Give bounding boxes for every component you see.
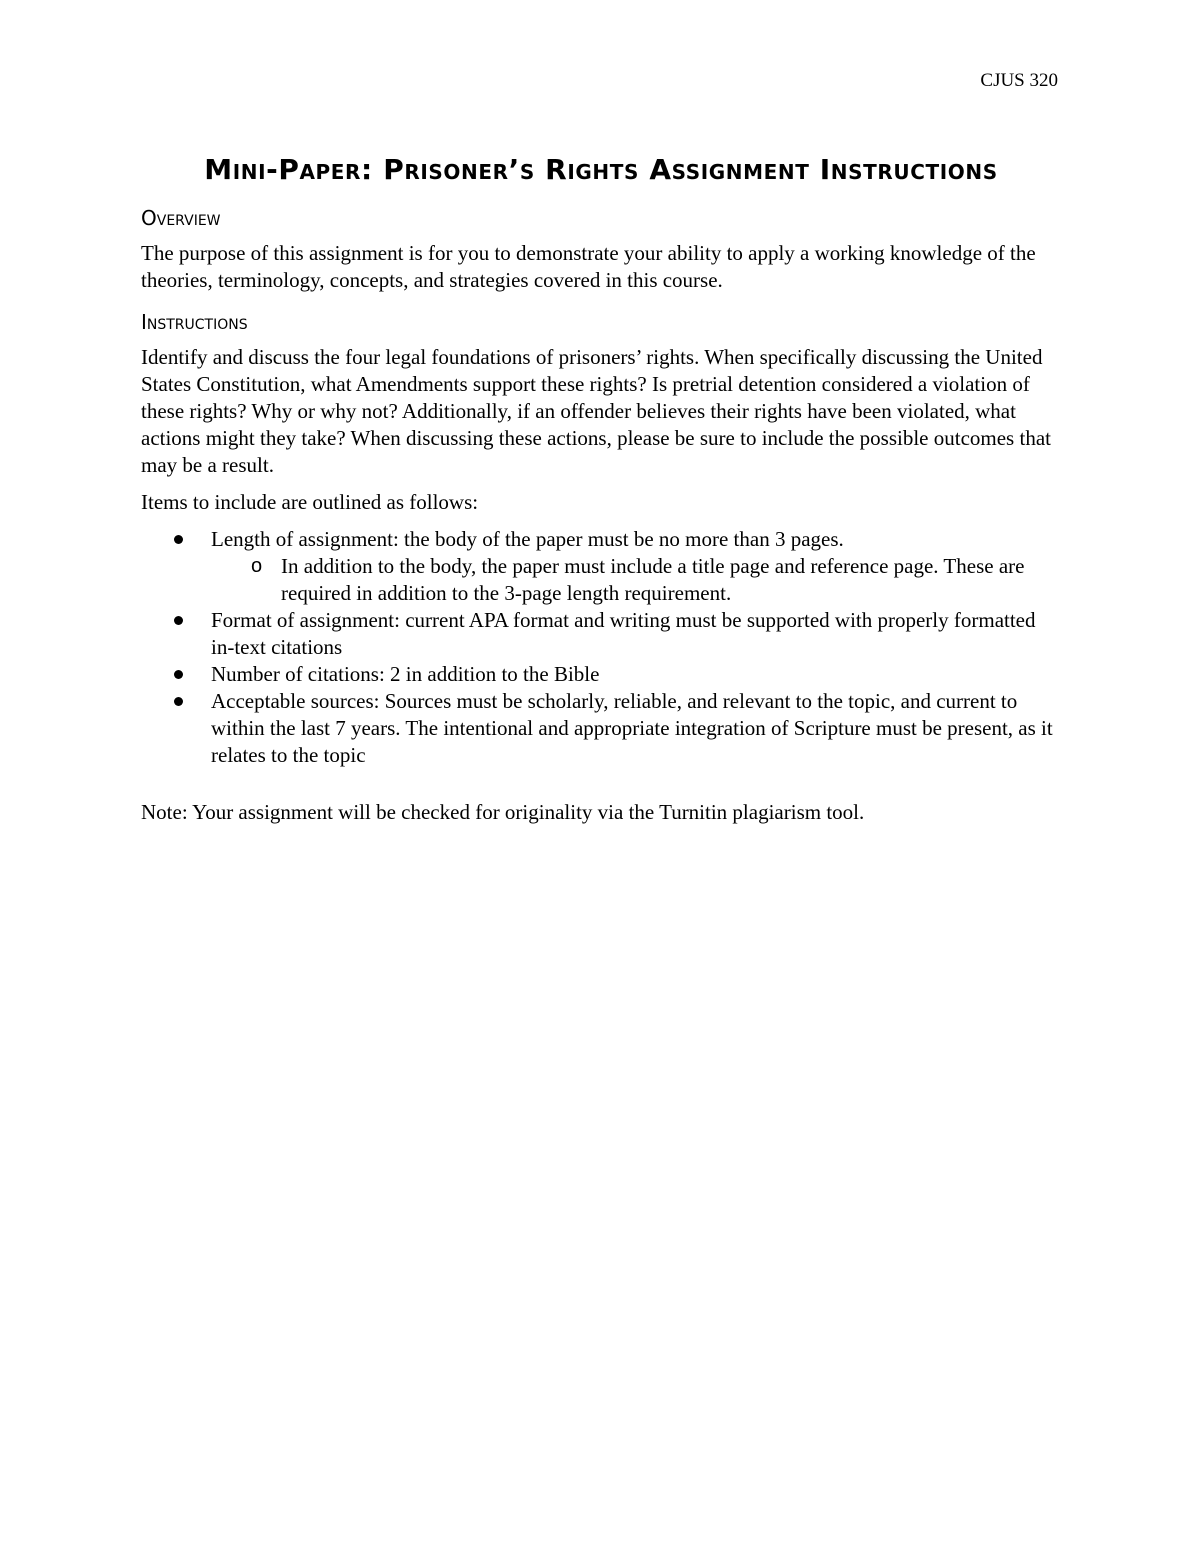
list-item xyxy=(141,661,1061,688)
list-item xyxy=(141,688,1061,769)
sub-list-item xyxy=(211,553,1061,607)
bullet-icon xyxy=(174,670,183,679)
list-item-text: Number of citations: 2 in addition to the Bible xyxy=(211,662,600,686)
items-intro: Items to include are outlined as follows: xyxy=(141,490,479,514)
document-body xyxy=(141,150,1061,836)
list-item xyxy=(141,607,1061,661)
course-code: CJUS 320 xyxy=(980,70,1058,91)
bullet-icon xyxy=(174,616,183,625)
list-item-text: Acceptable sources: Sources must be scholarly, reliable, and relevant to the topic, and current to within the last 7 years. The intentional and appropriate integration of Scripture must be present, as it relates to the topic xyxy=(211,689,1053,767)
requirements-list xyxy=(141,526,1061,769)
list-item-text: Length of assignment: the body of the paper must be no more than 3 pages. xyxy=(211,527,844,551)
instructions-heading: Instructions xyxy=(141,310,248,334)
note-text: Note: Your assignment will be checked for originality via the Turnitin plagiarism tool. xyxy=(141,800,865,824)
overview-heading: Overview xyxy=(141,206,221,230)
hollow-bullet-icon: o xyxy=(251,555,263,577)
overview-text: The purpose of this assignment is for you to demonstrate your ability to apply a working knowledge of the theories, terminology, concepts, and strategies covered in this course. xyxy=(141,241,1036,292)
sub-list xyxy=(211,553,1061,607)
list-item xyxy=(141,526,1061,607)
instructions-text: Identify and discuss the four legal foundations of prisoners’ rights. When specifically discussing the United States Constitution, what Amendments support these rights? Is pretrial detention considered a violation of these rights? Why or why not? Additionally, if an offender believes their rights have been violated, what actions might they take? When discussing these actions, please be sure to include the possible outcomes that may be a result. xyxy=(141,345,1051,477)
list-item-text: Format of assignment: current APA format and writing must be supported with properly formatted in-text citations xyxy=(211,608,1036,659)
bullet-icon xyxy=(174,535,183,544)
document-title: Mini-Paper: Prisoner’s Rights Assignment Instructions xyxy=(204,153,998,186)
bullet-icon xyxy=(174,697,183,706)
sub-list-item-text: In addition to the body, the paper must include a title page and reference page. These are required in addition to the 3-page length requirement. xyxy=(281,554,1025,605)
